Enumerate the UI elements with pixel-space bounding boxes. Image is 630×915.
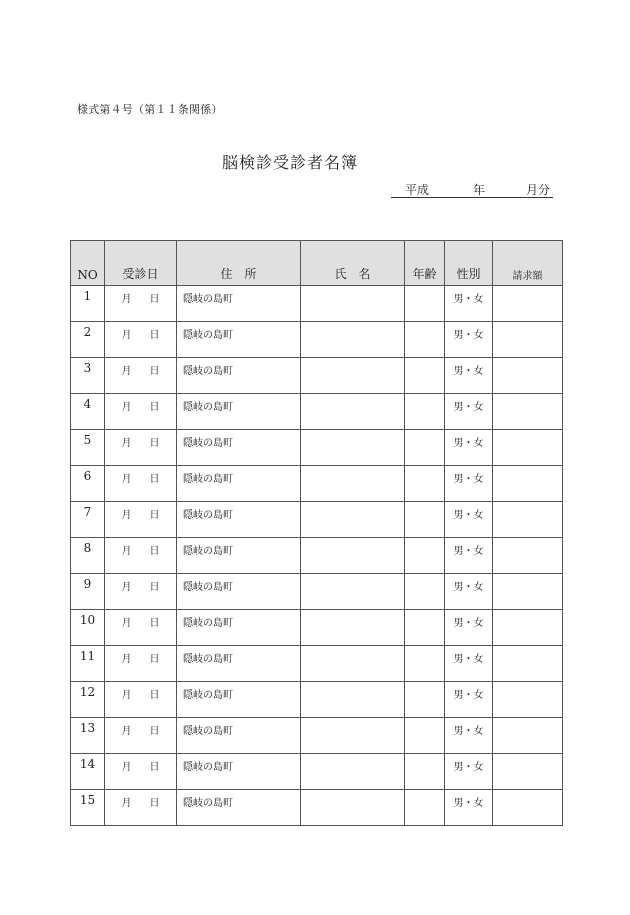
row-no: 8 (71, 538, 105, 574)
month-label: 月 (121, 438, 132, 449)
year-label: 年 (473, 183, 486, 197)
form-number: 様式第４号（第１１条関係） (77, 103, 223, 116)
address-cell[interactable]: 隠岐の島町 (177, 574, 301, 610)
row-no: 3 (71, 358, 105, 394)
amount-cell[interactable] (493, 466, 563, 502)
address-cell[interactable]: 隠岐の島町 (177, 682, 301, 718)
amount-cell[interactable] (493, 502, 563, 538)
age-cell[interactable] (405, 574, 445, 610)
roster-table (70, 240, 563, 826)
visit-date-cell[interactable] (105, 610, 177, 646)
row-no: 1 (71, 286, 105, 322)
name-cell[interactable] (301, 646, 405, 682)
address-cell[interactable]: 隠岐の島町 (177, 646, 301, 682)
row-no: 15 (71, 790, 105, 826)
address-cell[interactable]: 隠岐の島町 (177, 322, 301, 358)
amount-cell[interactable] (493, 790, 563, 826)
row-no: 5 (71, 430, 105, 466)
age-cell[interactable] (405, 754, 445, 790)
amount-cell[interactable] (493, 430, 563, 466)
day-label: 日 (149, 330, 160, 341)
header-no: NO (71, 241, 105, 286)
age-cell[interactable] (405, 538, 445, 574)
day-label: 日 (149, 762, 160, 773)
row-no: 7 (71, 502, 105, 538)
row-no: 4 (71, 394, 105, 430)
day-label: 日 (149, 798, 160, 809)
sex-cell[interactable]: 男・女 (445, 394, 493, 430)
name-cell[interactable] (301, 286, 405, 322)
visit-date-cell[interactable] (105, 394, 177, 430)
age-cell[interactable] (405, 286, 445, 322)
name-cell[interactable] (301, 502, 405, 538)
day-label: 日 (149, 726, 160, 737)
page-title: 脳検診受診者名簿 (222, 153, 359, 172)
address-cell[interactable]: 隠岐の島町 (177, 790, 301, 826)
month-label: 月 (121, 510, 132, 521)
row-no: 6 (71, 466, 105, 502)
day-label: 日 (149, 618, 160, 629)
era-label: 平成 (405, 183, 430, 197)
table-row (71, 574, 563, 610)
month-label: 月 (121, 366, 132, 377)
visit-date-cell[interactable] (105, 538, 177, 574)
sex-cell[interactable]: 男・女 (445, 790, 493, 826)
month-label: 月 (121, 726, 132, 737)
age-cell[interactable] (405, 646, 445, 682)
amount-cell[interactable] (493, 574, 563, 610)
sex-cell[interactable]: 男・女 (445, 286, 493, 322)
sex-cell[interactable]: 男・女 (445, 682, 493, 718)
name-cell[interactable] (301, 754, 405, 790)
age-cell[interactable] (405, 610, 445, 646)
amount-cell[interactable] (493, 286, 563, 322)
age-cell[interactable] (405, 358, 445, 394)
period-line (391, 181, 553, 198)
amount-cell[interactable] (493, 718, 563, 754)
header-row (71, 241, 563, 286)
row-no: 13 (71, 718, 105, 754)
name-cell[interactable] (301, 682, 405, 718)
address-cell[interactable]: 隠岐の島町 (177, 286, 301, 322)
sex-cell[interactable]: 男・女 (445, 718, 493, 754)
visit-date-cell[interactable] (105, 790, 177, 826)
name-cell[interactable] (301, 538, 405, 574)
name-cell[interactable] (301, 358, 405, 394)
table-row (71, 466, 563, 502)
row-no: 9 (71, 574, 105, 610)
table-row (71, 646, 563, 682)
sex-cell[interactable]: 男・女 (445, 610, 493, 646)
name-cell[interactable] (301, 574, 405, 610)
month-label: 月 (121, 294, 132, 305)
table-row (71, 322, 563, 358)
amount-cell[interactable] (493, 358, 563, 394)
sex-cell[interactable]: 男・女 (445, 646, 493, 682)
visit-date-cell[interactable] (105, 430, 177, 466)
day-label: 日 (149, 546, 160, 557)
day-label: 日 (149, 474, 160, 485)
month-label: 月 (121, 798, 132, 809)
visit-date-cell[interactable] (105, 286, 177, 322)
sex-cell[interactable]: 男・女 (445, 358, 493, 394)
month-label: 月 (121, 690, 132, 701)
name-cell[interactable] (301, 790, 405, 826)
address-cell[interactable]: 隠岐の島町 (177, 610, 301, 646)
amount-cell[interactable] (493, 322, 563, 358)
month-label: 月 (121, 618, 132, 629)
day-label: 日 (149, 510, 160, 521)
table-row (71, 430, 563, 466)
header-age: 年齢 (405, 241, 445, 286)
table-row (71, 502, 563, 538)
table-row (71, 358, 563, 394)
age-cell[interactable] (405, 502, 445, 538)
month-label: 月 (121, 582, 132, 593)
table-row (71, 394, 563, 430)
address-cell[interactable]: 隠岐の島町 (177, 358, 301, 394)
amount-cell[interactable] (493, 610, 563, 646)
visit-date-cell[interactable] (105, 358, 177, 394)
header-date: 受診日 (105, 241, 177, 286)
visit-date-cell[interactable] (105, 682, 177, 718)
day-label: 日 (149, 366, 160, 377)
day-label: 日 (149, 690, 160, 701)
age-cell[interactable] (405, 430, 445, 466)
address-cell[interactable]: 隠岐の島町 (177, 538, 301, 574)
sex-cell[interactable]: 男・女 (445, 574, 493, 610)
month-label: 月分 (526, 183, 551, 197)
amount-cell[interactable] (493, 538, 563, 574)
visit-date-cell[interactable] (105, 718, 177, 754)
day-label: 日 (149, 402, 160, 413)
address-cell[interactable]: 隠岐の島町 (177, 430, 301, 466)
day-label: 日 (149, 438, 160, 449)
name-cell[interactable] (301, 322, 405, 358)
table-row (71, 286, 563, 322)
month-label: 月 (121, 474, 132, 485)
visit-date-cell[interactable] (105, 466, 177, 502)
address-cell[interactable]: 隠岐の島町 (177, 502, 301, 538)
amount-cell[interactable] (493, 682, 563, 718)
month-label: 月 (121, 330, 132, 341)
day-label: 日 (149, 294, 160, 305)
age-cell[interactable] (405, 394, 445, 430)
address-cell[interactable]: 隠岐の島町 (177, 718, 301, 754)
table-row (71, 790, 563, 826)
age-cell[interactable] (405, 322, 445, 358)
day-label: 日 (149, 582, 160, 593)
amount-cell[interactable] (493, 646, 563, 682)
name-cell[interactable] (301, 430, 405, 466)
sex-cell[interactable]: 男・女 (445, 538, 493, 574)
address-cell[interactable]: 隠岐の島町 (177, 394, 301, 430)
table-row (71, 610, 563, 646)
month-label: 月 (121, 546, 132, 557)
day-label: 日 (149, 654, 160, 665)
sex-cell[interactable]: 男・女 (445, 322, 493, 358)
header-amount: 請求額 (493, 241, 563, 286)
row-no: 2 (71, 322, 105, 358)
sex-cell[interactable]: 男・女 (445, 430, 493, 466)
month-label: 月 (121, 654, 132, 665)
visit-date-cell[interactable] (105, 646, 177, 682)
age-cell[interactable] (405, 466, 445, 502)
name-cell[interactable] (301, 610, 405, 646)
age-cell[interactable] (405, 790, 445, 826)
header-address: 住 所 (177, 241, 301, 286)
visit-date-cell[interactable] (105, 322, 177, 358)
age-cell[interactable] (405, 718, 445, 754)
row-no: 12 (71, 682, 105, 718)
amount-cell[interactable] (493, 394, 563, 430)
row-no: 10 (71, 610, 105, 646)
name-cell[interactable] (301, 394, 405, 430)
sex-cell[interactable]: 男・女 (445, 502, 493, 538)
table-row (71, 754, 563, 790)
visit-date-cell[interactable] (105, 574, 177, 610)
row-no: 14 (71, 754, 105, 790)
row-no: 11 (71, 646, 105, 682)
amount-cell[interactable] (493, 754, 563, 790)
month-label: 月 (121, 402, 132, 413)
name-cell[interactable] (301, 718, 405, 754)
table-row (71, 718, 563, 754)
header-sex: 性別 (445, 241, 493, 286)
address-cell[interactable]: 隠岐の島町 (177, 466, 301, 502)
table-row (71, 682, 563, 718)
visit-date-cell[interactable] (105, 754, 177, 790)
month-label: 月 (121, 762, 132, 773)
age-cell[interactable] (405, 682, 445, 718)
header-name: 氏 名 (301, 241, 405, 286)
table-row (71, 538, 563, 574)
sex-cell[interactable]: 男・女 (445, 754, 493, 790)
sex-cell[interactable]: 男・女 (445, 466, 493, 502)
address-cell[interactable]: 隠岐の島町 (177, 754, 301, 790)
visit-date-cell[interactable] (105, 502, 177, 538)
name-cell[interactable] (301, 466, 405, 502)
